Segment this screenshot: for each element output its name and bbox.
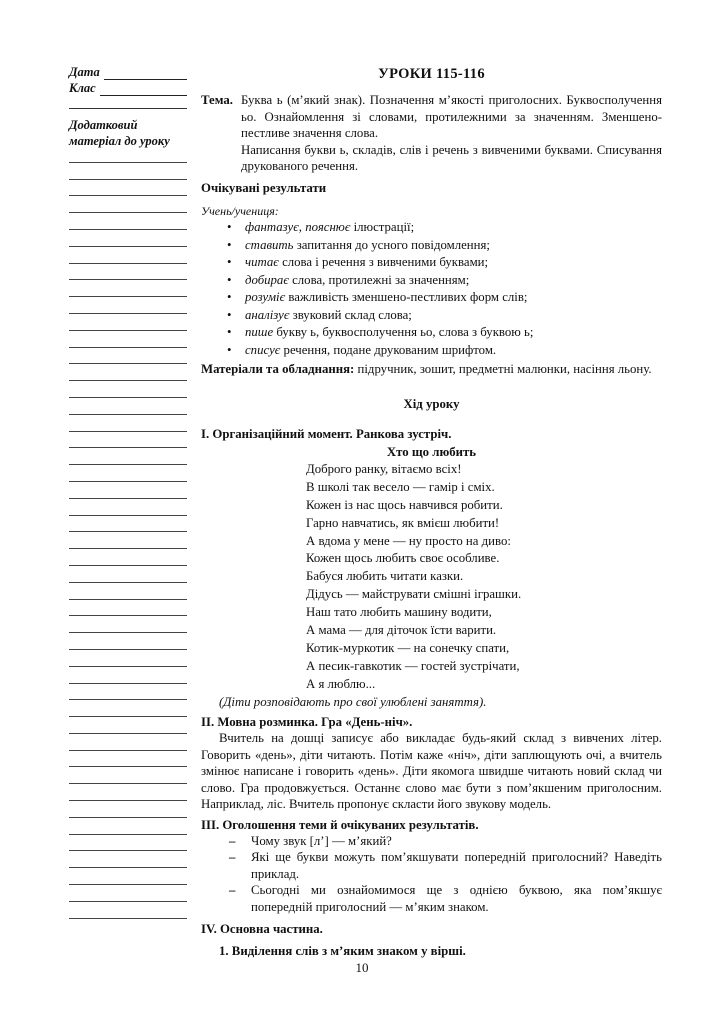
lesson-title: УРОКИ 115-116 [378,66,485,82]
section-3-heading: III. Оголошення теми й очікуваних результатів. [201,817,479,832]
result-text: речення, подане друкованим шрифтом. [280,342,497,357]
page-number: 10 [355,960,369,975]
result-verb: розуміє [245,290,286,305]
result-verb: читає [245,255,279,270]
materials-text: підручник, зошит, предметні малюнки, насіння льону. [354,362,652,377]
topic-paragraph-2: Написання букви ь, складів, слів і речень з вивченими буквами. Списування друкованого речення. [241,142,662,174]
poem-line: Кожен із нас щось навчився робити. [306,497,503,512]
class-row [69,80,187,96]
poem-line: Бабуся любить читати казки. [306,569,464,584]
materials-line [201,361,662,377]
result-text: слова і речення з вивченими буквами; [278,255,489,270]
materials-label: Матеріали та обладнання: [201,362,355,377]
class-label: Клас [69,81,96,95]
section-4-heading: IV. Основна частина. [201,921,323,936]
poem-line: Котик-муркотик — на сонечку спати, [306,640,510,655]
result-verb: списує [245,342,281,357]
result-text: букву ь, буквосполучення ьо, слова з буквою ь; [273,325,534,340]
poem-line: В школі так весело — гамір і сміх. [306,479,495,494]
result-item [227,289,662,307]
result-verb: добирає [245,272,289,287]
extra-material-label: Додатковий матеріал до уроку [69,118,170,148]
poem-line: А мама — для діточок їсти варити. [306,623,497,638]
subsection-1-heading: 1. Виділення слів з м’яким знаком у вірші. [219,944,466,959]
result-verb: фантазує, пояснює [245,220,351,235]
poem-line: Гарно навчатись, як вмієш любити! [306,515,500,530]
result-text: звуковий склад слова; [289,307,412,322]
topic-paragraph-1: Буква ь (м’який знак). Позначення м’якості приголосних. Буквосполучення ьо. Ознайомлення зі словами, протилежними за значенням. Зменшено-пестливе значення слова. [241,93,662,141]
student-label: Учень/учениця: [201,203,279,218]
question-item: – Чому звук [л’] — м’який? [229,833,662,849]
section-3-list [201,833,662,915]
poem-line: Наш тато любить машину водити, [306,605,492,620]
result-item [227,342,662,360]
topic-label: Тема. [201,93,233,108]
result-item [227,219,662,237]
section-2-text: Вчитель на дошці записує або викладає будь-який склад з вивчених літер. Говорить «день», діти читають. Потім каже «ніч», діти заплющують очі, а вчитель змінює написане і говорить «день». Діти якомога швидше читають новий склад чи слово. Гра продовжується. Останнє слово має бути з пом’якшеним приголосним. Наприклад, ліс. Вчитель пропонує скласти його звукову модель. [201,731,662,812]
margin-column [69,64,187,149]
question-item: – Які ще букви можуть пом’якшувати попередній приголосний? Наведіть приклад. [229,849,662,882]
result-text: запитання до усного повідомлення; [293,237,490,252]
margin-separator [69,108,187,109]
result-text: ілюстрації; [350,220,415,235]
poem-line: А песик-гавкотик — гостей зустрічати, [306,658,520,673]
question-item: – Сьогодні ми ознайомимося ще з однією буквою, яка пом’якшує попередній приголосний — м’яким знаком. [229,882,662,915]
section-1-heading: I. Організаційний момент. Ранкова зустріч. [201,427,452,442]
course-heading: Хід уроку [403,396,460,411]
poem [306,461,662,694]
poem-line: А я люблю... [306,676,376,691]
date-line [104,67,187,80]
section-2-heading: II. Мовна розминка. Гра «День-ніч». [201,715,413,730]
topic-block [201,92,662,174]
result-verb: ставить [245,237,294,252]
results-list [201,219,662,359]
result-item [227,254,662,272]
date-label: Дата [69,65,100,79]
result-item [227,237,662,255]
date-row [69,64,187,80]
result-text: важливість зменшено-пестливих форм слів; [285,290,528,305]
margin-ruled-lines [69,146,187,919]
result-verb: аналізує [245,307,290,322]
main-content [201,64,662,960]
result-item [227,324,662,342]
result-verb: пише [245,325,274,340]
poem-line: Доброго ранку, вітаємо всіх! [306,461,462,476]
results-heading: Очікувані результати [201,181,327,196]
result-text: слова, протилежні за значенням; [288,272,470,287]
result-item [227,272,662,290]
poem-line: Дідусь — майструвати смішні іграшки. [306,587,522,602]
poem-title: Хто що любить [386,445,477,460]
poem-line: Кожен щось любить своє особливе. [306,551,500,566]
stage-direction: (Діти розповідають про свої улюблені заняття). [219,694,487,709]
result-item [227,307,662,325]
class-line [100,83,187,96]
poem-line: А вдома у мене — ну просто на диво: [306,533,511,548]
